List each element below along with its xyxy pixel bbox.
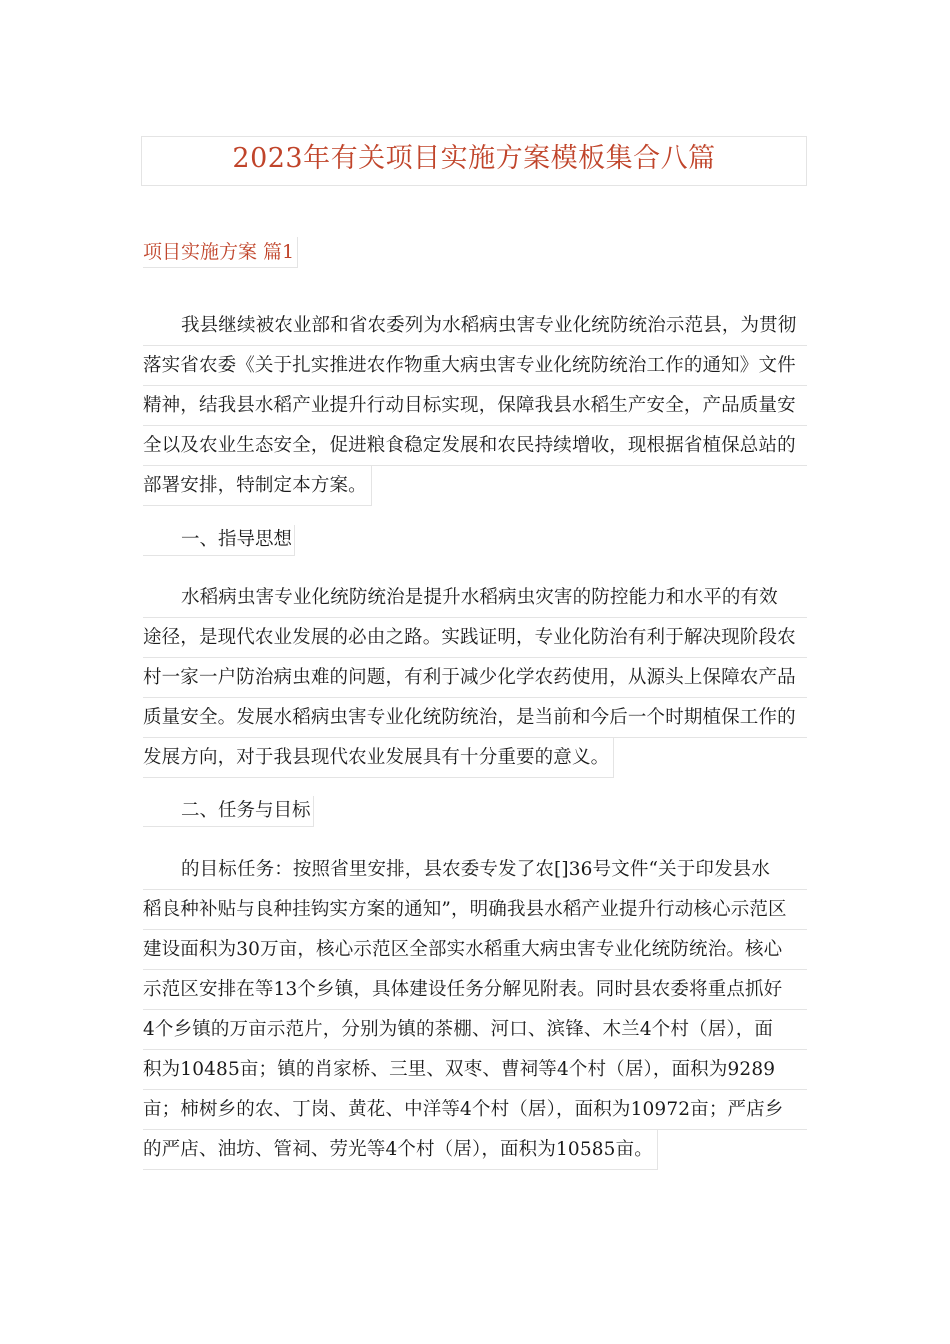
paragraph-line: 我县继续被农业部和省农委列为水稻病虫害专业化统防统治示范县，为贯彻 <box>143 306 807 346</box>
paragraph-line: 亩；柿树乡的农、丁岗、黄花、中洋等4个村（居），面积为10972亩；严店乡 <box>143 1090 807 1130</box>
paragraph-line: 的目标任务：按照省里安排，县农委专发了农[]36号文件“关于印发县水 <box>143 850 807 890</box>
paragraph-line: 的严店、油坊、管祠、劳光等4个村（居），面积为10585亩。 <box>143 1130 658 1170</box>
paragraph-line: 稻良种补贴与良种挂钩实方案的通知”，明确我县水稻产业提升行动核心示范区 <box>143 890 807 930</box>
paragraph-line: 4个乡镇的万亩示范片，分别为镇的茶棚、河口、滨锋、木兰4个村（居），面 <box>143 1010 807 1050</box>
paragraph-line: 全以及农业生态安全，促进粮食稳定发展和农民持续增收，现根据省植保总站的 <box>143 426 807 466</box>
paragraph-line: 积为10485亩；镇的肖家桥、三里、双枣、曹祠等4个村（居），面积为9289 <box>143 1050 807 1090</box>
paragraph-line: 村一家一户防治病虫难的问题，有利于减少化学农药使用，从源头上保障农产品 <box>143 658 807 698</box>
paragraph-line: 示范区安排在等13个乡镇，具体建设任务分解见附表。同时县农委将重点抓好 <box>143 970 807 1010</box>
paragraph-line: 部署安排，特制定本方案。 <box>143 466 372 506</box>
paragraph-line: 建设面积为30万亩，核心示范区全部实水稻重大病虫害专业化统防统治。核心 <box>143 930 807 970</box>
paragraph-line: 水稻病虫害专业化统防统治是提升水稻病虫灾害的防控能力和水平的有效 <box>143 578 807 618</box>
paragraph-line: 质量安全。发展水稻病虫害专业化统防统治，是当前和今后一个时期植保工作的 <box>143 698 807 738</box>
paragraph-line: 精神，结我县水稻产业提升行动目标实现，保障我县水稻生产安全，产品质量安 <box>143 386 807 426</box>
paragraph-line: 发展方向，对于我县现代农业发展具有十分重要的意义。 <box>143 738 614 778</box>
paragraph-tasks-goals <box>143 850 807 1170</box>
document-title: 2023年有关项目实施方案模板集合八篇 <box>232 143 716 174</box>
heading-guiding-ideology: 一、指导思想 <box>143 525 295 556</box>
paragraph-guiding-ideology <box>143 578 807 778</box>
heading-tasks-goals: 二、任务与目标 <box>143 796 314 827</box>
paragraph-intro <box>143 306 807 506</box>
section-heading: 项目实施方案 篇1 <box>143 237 298 268</box>
paragraph-line: 落实省农委《关于扎实推进农作物重大病虫害专业化统防统治工作的通知》文件 <box>143 346 807 386</box>
paragraph-line: 途径，是现代农业发展的必由之路。实践证明，专业化防治有利于解决现阶段农 <box>143 618 807 658</box>
